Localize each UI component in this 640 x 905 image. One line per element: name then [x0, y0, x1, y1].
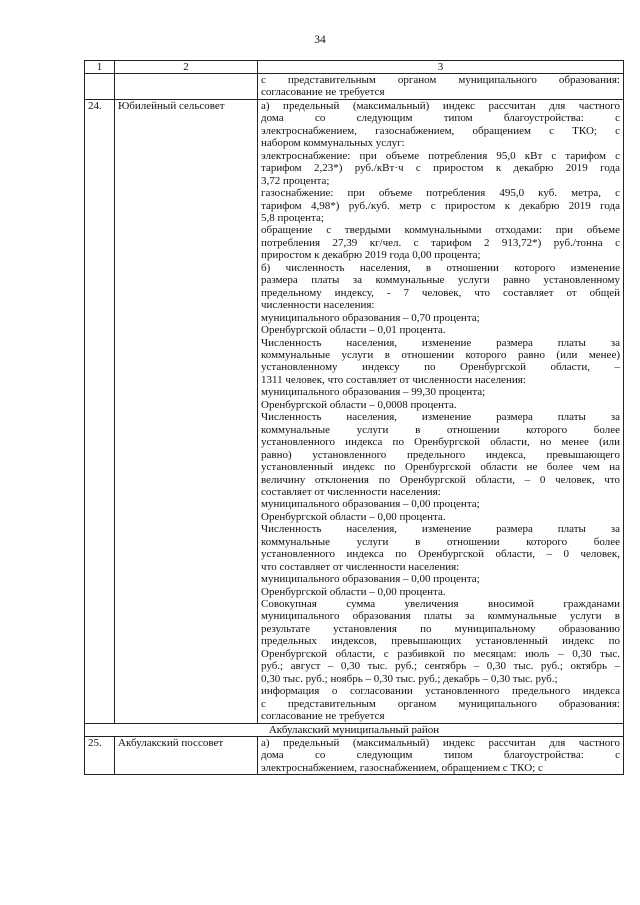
text-line: величину отклонения по Оренбургской области, – 0 человек, что	[261, 473, 620, 486]
continuation-row	[85, 74, 624, 100]
text-line: муниципального образования – 0,00 процента;	[261, 573, 480, 586]
row-description	[258, 737, 624, 775]
text-line: газоснабжение: при объеме потребления 495,0 куб. метра, с	[261, 187, 620, 200]
text-line: 5,8 процента;	[261, 211, 324, 224]
row-number: 25.	[85, 737, 115, 775]
text-line: коммунальные услуги в отношении которого равно (или менее)	[261, 348, 620, 361]
text-line: набором коммунальных услуг:	[261, 137, 405, 150]
text-line: численности населения:	[261, 299, 375, 312]
text-line: установленный индекс по Оренбургской области не более чем на	[261, 461, 620, 474]
text-line: муниципального образования платы за коммунальные услуги в	[261, 610, 620, 623]
text-line: Численность населения, изменение размера платы за	[261, 523, 620, 536]
text-line: с представительным органом муниципального образования:	[261, 697, 620, 710]
text-line: б) численность населения, в отношении которого изменение	[261, 261, 620, 274]
text-line: муниципального образования – 0,70 процента;	[261, 311, 480, 324]
text-line: предельному индексу, - 7 человек, что составляет от общей	[261, 286, 620, 299]
text-line: что составляет от численности населения:	[261, 560, 460, 573]
text-line: а) предельный (максимальный) индекс рассчитан для частного	[261, 737, 620, 750]
text-line: тарифом 2,23*) руб./кВт·ч с приростом к декабрю 2019 года	[261, 162, 620, 175]
text-line: информация о согласовании установленного предельного индекса	[261, 685, 620, 698]
text-line: 3,72 процента;	[261, 174, 330, 187]
text-line: а) предельный (максимальный) индекс рассчитан для частного	[261, 99, 620, 112]
text-line: установленного индекса по Оренбургской области, но менее (или	[261, 436, 620, 449]
text-line: согласование не требуется	[261, 710, 385, 723]
text-line: муниципального образования – 99,30 процента;	[261, 386, 486, 399]
row-number: 24.	[85, 99, 115, 723]
text-line: руб.; август – 0,30 тыс. руб.; сентябрь – 0,30 тыс. руб.; октябрь –	[261, 660, 620, 673]
text-line: Численность населения, изменение размера платы за	[261, 411, 620, 424]
table-header-row	[85, 61, 624, 74]
text-line: коммунальные услуги в отношении которого более	[261, 535, 620, 548]
text-line: потребления 27,39 кг/чел. с тарифом 2 913,72*) руб./тонна с	[261, 236, 620, 249]
text-line: Оренбургской области – 0,01 процента.	[261, 324, 446, 337]
text-line: дома со следующим типом благоустройства: с	[261, 749, 620, 762]
text-line: тарифом 4,98*) руб./куб. метр с приростом к декабрю 2019 года	[261, 199, 620, 212]
text-line: предельных индексов, превышающих установленный индекс по	[261, 635, 620, 648]
text-line: Численность населения, изменение размера платы за	[261, 336, 620, 349]
text-line: дома со следующим типом благоустройства: с	[261, 112, 620, 125]
column-header-2: 2	[115, 61, 258, 74]
text-line: электроснабжение: при объеме потребления 95,0 кВт с тарифом с	[261, 149, 620, 162]
text-line: Оренбургской области – 0,0008 процента.	[261, 398, 457, 411]
table-row-24	[85, 99, 624, 723]
text-line: приростом к декабрю 2019 года 0,00 процента;	[261, 249, 481, 262]
text-line: равно) установленного предельного индекса, превышающего	[261, 448, 620, 461]
municipality-name: Акбулакский поссовет	[115, 737, 258, 775]
municipality-name: Юбилейный сельсовет	[115, 99, 258, 723]
text-line: с представительным органом муниципального образования:	[261, 74, 620, 86]
continuation-text	[258, 74, 624, 100]
text-line: 1311 человек, что составляет от численности населения:	[261, 373, 526, 386]
text-line: результате установления по муниципальному образованию	[261, 622, 620, 635]
text-line: обращение с твердыми коммунальными отходами: при объеме	[261, 224, 620, 237]
text-line: установленного индекса по Оренбургской области, – 0 человек,	[261, 548, 620, 561]
district-row	[85, 723, 624, 736]
column-header-1: 1	[85, 61, 115, 74]
text-line: Оренбургской области – 0,00 процента.	[261, 510, 446, 523]
text-line: электроснабжением, газоснабжением, обращением с ТКО; с	[261, 761, 543, 774]
text-line: муниципального образования – 0,00 процента;	[261, 498, 480, 511]
text-line: согласование не требуется	[261, 86, 385, 99]
text-line: 0,30 тыс. руб.; ноябрь – 0,30 тыс. руб.; декабрь – 0,30 тыс. руб.;	[261, 672, 558, 685]
text-line: установленному индексу по Оренбургской области, –	[261, 361, 620, 374]
text-line: Оренбургской области – 0,00 процента.	[261, 585, 446, 598]
column-header-3: 3	[258, 61, 624, 74]
text-line: составляет от численности населения:	[261, 485, 441, 498]
district-name: Акбулакский муниципальный район	[85, 723, 624, 736]
page-number: 34	[314, 34, 326, 46]
text-line: Оренбургской области, с разбивкой по месяцам: июль – 0,30 тыс.	[261, 647, 620, 660]
indices-table	[84, 60, 624, 775]
text-line: Совокупная сумма увеличения вносимой гражданами	[261, 598, 620, 611]
text-line: размера платы за коммунальные услуги равно установленному	[261, 274, 620, 287]
row-description	[258, 99, 624, 723]
text-line: коммунальные услуги в отношении которого более	[261, 423, 620, 436]
table-row-25	[85, 737, 624, 775]
text-line: электроснабжением, газоснабжением, обращением с ТКО; с	[261, 124, 620, 137]
